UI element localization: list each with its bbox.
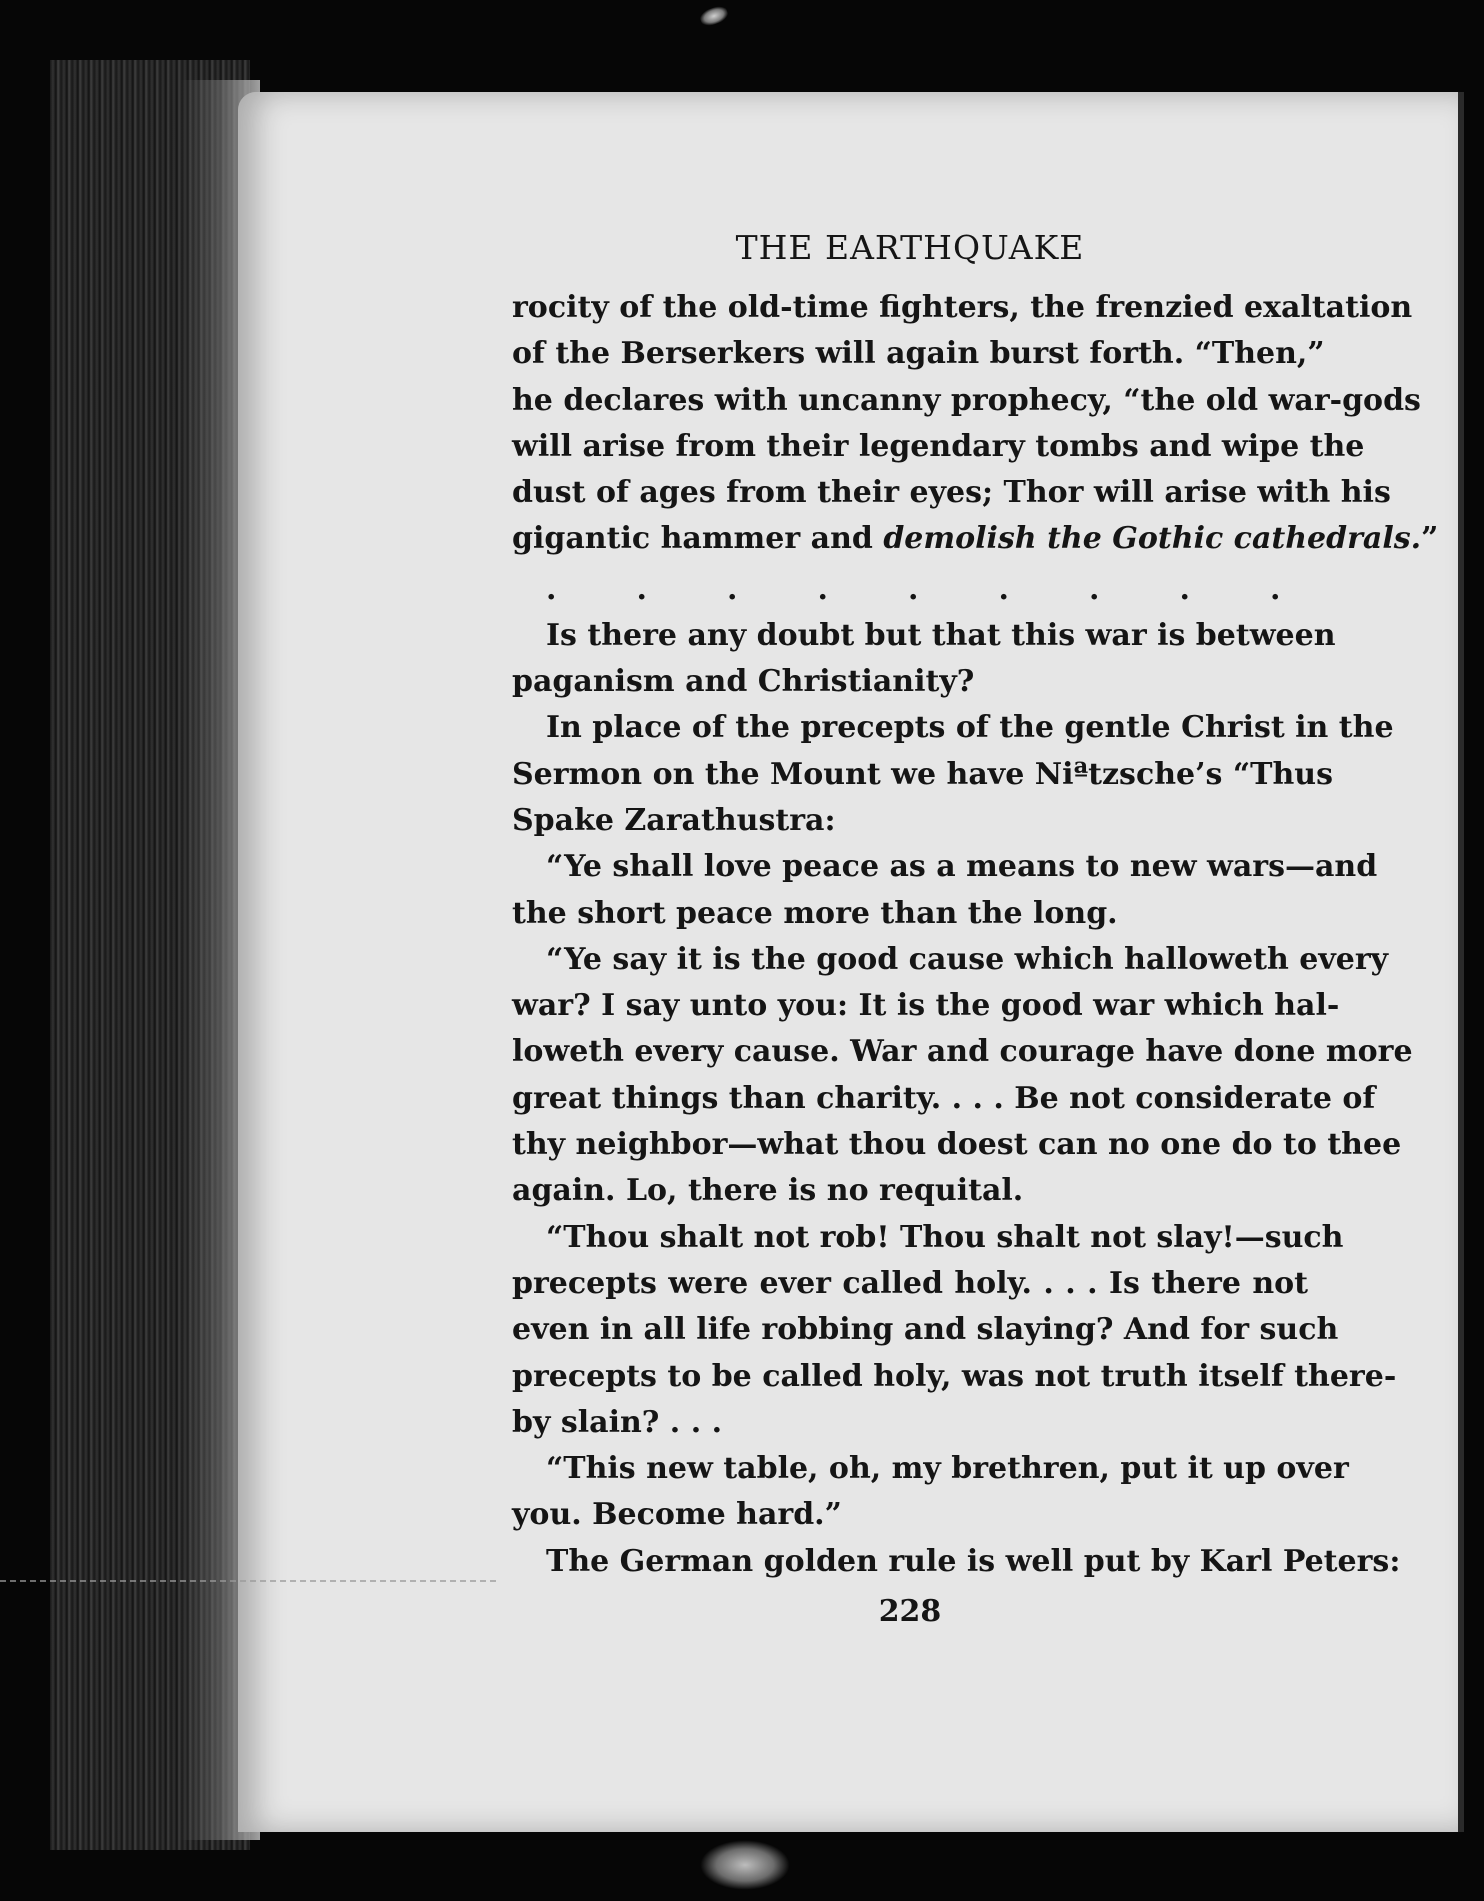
paragraph-5 xyxy=(512,937,1413,1215)
ellipsis-dot: . xyxy=(817,571,828,607)
text-line: by slain? . . . xyxy=(512,1404,723,1440)
text-line: dust of ages from their eyes; Thor will arise with his xyxy=(512,475,1391,511)
ellipsis-separator xyxy=(512,567,1308,613)
text-line xyxy=(512,516,1439,562)
ellipsis-dot: . xyxy=(727,571,738,607)
text-line: “Ye shall love peace as a means to new wars—and xyxy=(546,849,1378,885)
paragraph-8 xyxy=(512,1539,1401,1585)
scan-artifact-line xyxy=(0,1580,500,1582)
text-line: thy neighbor—what thou doest can no one do to thee xyxy=(512,1127,1402,1163)
text-run: ” xyxy=(1421,521,1439,557)
text-line: you. Become hard.” xyxy=(512,1497,842,1533)
text-line: paganism and Christianity? xyxy=(512,664,975,700)
text-line: he declares with uncanny prophecy, “the old war-gods xyxy=(512,382,1421,418)
text-line: will arise from their legendary tombs and wipe the xyxy=(512,428,1365,464)
text-line: precepts to be called holy, was not truth itself there- xyxy=(512,1358,1397,1394)
page-number: 228 xyxy=(878,1594,942,1630)
text-line: Spake Zarathustra: xyxy=(512,802,836,838)
text-line: again. Lo, there is no requital. xyxy=(512,1173,1024,1209)
page-right-edge xyxy=(1458,92,1464,1832)
text-line: war? I say unto you: It is the good war which hal- xyxy=(512,988,1340,1024)
text-line: great things than charity. . . . Be not considerate of xyxy=(512,1080,1376,1116)
ellipsis-dot: . xyxy=(546,571,557,607)
text-line: The German golden rule is well put by Karl Peters: xyxy=(546,1543,1401,1579)
scan-artifact xyxy=(698,4,730,29)
running-head: THE EARTHQUAKE xyxy=(735,228,1085,267)
scan-artifact-blot xyxy=(700,1840,790,1890)
ellipsis-dot: . xyxy=(1089,571,1100,607)
text-line: “Thou shalt not rob! Thou shalt not slay!—such xyxy=(546,1219,1344,1255)
text-line: In place of the precepts of the gentle Christ in the xyxy=(546,710,1394,746)
paragraph-1 xyxy=(512,285,1439,563)
text-run: gigantic hammer and xyxy=(512,521,884,557)
ellipsis-dot: . xyxy=(1179,571,1190,607)
text-line: loweth every cause. War and courage have done more xyxy=(512,1034,1413,1070)
paragraph-4 xyxy=(512,844,1378,937)
text-line: even in all life robbing and slaying? And for such xyxy=(512,1312,1339,1348)
ellipsis-dot: . xyxy=(908,571,919,607)
paragraph-2 xyxy=(512,613,1336,706)
text-line: Is there any doubt but that this war is between xyxy=(546,617,1336,653)
paragraph-3 xyxy=(512,705,1394,844)
ellipsis-dot: . xyxy=(998,571,1009,607)
text-line: “Ye say it is the good cause which halloweth every xyxy=(546,941,1389,977)
text-block xyxy=(512,225,1439,1635)
italic-phrase: demolish the Gothic cathedrals. xyxy=(883,521,1422,557)
text-line: the short peace more than the long. xyxy=(512,895,1118,931)
text-line: precepts were ever called holy. . . . Is there not xyxy=(512,1265,1308,1301)
ellipsis-dot: . xyxy=(636,571,647,607)
paragraph-7 xyxy=(512,1446,1349,1539)
paragraph-6 xyxy=(512,1215,1397,1446)
text-line: Sermon on the Mount we have Niªtzsche’s “Thus xyxy=(512,756,1333,792)
ellipsis-dot: . xyxy=(1270,571,1281,607)
text-line: rocity of the old-time fighters, the frenzied exaltation xyxy=(512,290,1413,325)
text-line: of the Berserkers will again burst forth. “Then,” xyxy=(512,336,1325,372)
text-line: “This new table, oh, my brethren, put it up over xyxy=(546,1451,1349,1487)
